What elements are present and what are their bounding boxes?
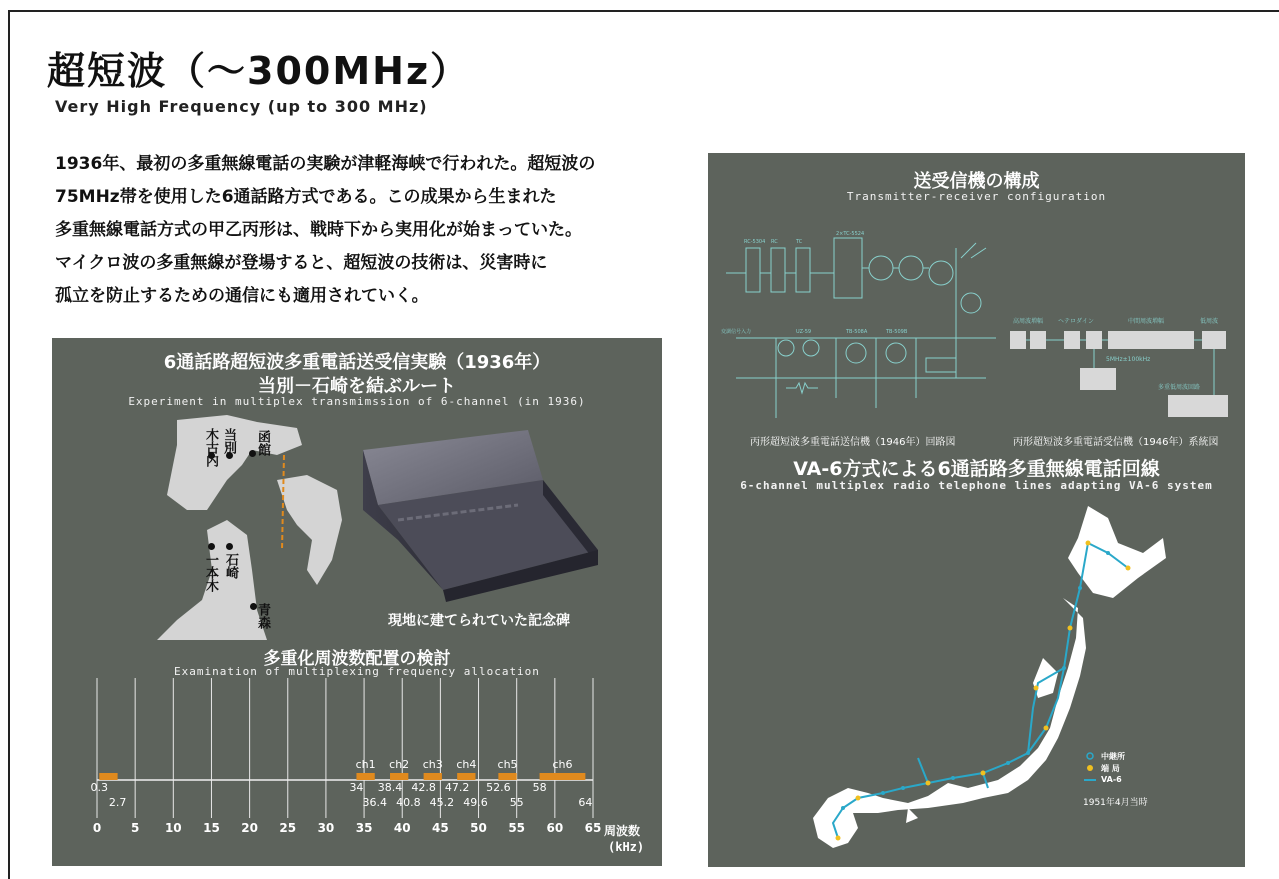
map-label-ishizaki: 石崎 [223,553,238,579]
channel-bar [498,773,516,780]
transceiver-title-en: Transmitter-receiver configuration [846,190,1107,203]
x-tick-label: 35 [355,821,373,835]
svg-text:高周波増幅: 高周波増幅 [1013,318,1044,325]
body-paragraph [55,148,695,313]
map-title-en: 6-channel multiplex radio telephone lines adapting VA-6 system [740,479,1213,492]
map-label-ipponki: 一本木 [203,553,218,592]
transceiver-title: 送受信機の構成 [913,171,1040,192]
svg-text:中間周波増幅: 中間周波増幅 [1128,318,1165,325]
channel-label: ch5 [497,758,518,771]
channel-bar [540,773,586,780]
channel-bar [99,773,117,780]
axis-unit-khz: (kHz) [608,840,645,854]
channel-label: ch1 [355,758,376,771]
map-label-aomori: 青森 [255,603,270,629]
map-label-tobetsu: 当別 [221,428,236,454]
experiment-route-title: 当別－石崎を結ぶルート [258,376,456,397]
body-line: マイクロ波の多重無線が登場すると、超短波の技術は、災害時に [55,253,548,273]
channel-end-label: 64 [578,796,593,809]
body-line: 孤立を防止するための通信にも適用されていく。 [55,286,429,306]
x-tick-label: 20 [241,821,258,835]
x-tick-label: 45 [432,821,449,835]
receiver-block-diagram [1008,283,1238,423]
svg-text:2×TC-5524: 2×TC-5524 [836,231,865,237]
experiment-title: 6通話路超短波多重電話送受信実験（1936年） [163,352,551,373]
frequency-chart [52,338,662,866]
svg-text:5MHz±100kHz: 5MHz±100kHz [1106,356,1151,363]
channel-end-label: 49.6 [463,796,488,809]
freq-title-en: Examination of multiplexing frequency allocation [174,665,540,678]
map-label-kikonai: 木古内 [203,428,218,467]
x-tick-label: 30 [317,821,335,835]
channel-bar [356,773,374,780]
x-tick-label: 40 [393,821,411,835]
channel-start-label: 47.2 [444,781,470,794]
channel-label: ch6 [552,758,573,771]
legend-relay: 中継所 [1101,752,1125,761]
map-title: VA-6方式による6通話路多重無線電話回線 [793,458,1160,480]
body-line: 75MHz帯を使用した6通話路方式である。この成果から生まれた [55,187,557,207]
x-tick-label: 65 [584,821,602,835]
monument-caption: 現地に建てられていた記念碑 [388,613,570,629]
channel-end-label: 2.7 [108,796,127,809]
channel-start-label: 0.3 [90,781,109,794]
x-tick-label: 25 [279,821,297,835]
x-tick-label: 10 [164,821,182,835]
axis-unit-label: 周波数 [604,824,641,838]
map-legend [1084,753,1096,780]
transceiver-panel [708,153,1245,867]
channel-label: ch3 [422,758,443,771]
channel-end-label: 45.2 [429,796,455,809]
channel-start-label: 38.4 [377,781,403,794]
svg-text:TB-509B: TB-509B [886,329,908,335]
svg-text:多重低周波回路: 多重低周波回路 [1158,384,1201,391]
x-tick-label: 55 [508,821,526,835]
page-subtitle: Very High Frequency (up to 300 MHz) [55,97,428,116]
channel-start-label: 52.6 [486,781,511,794]
map-label-hakodate: 函館 [255,430,270,456]
body-line: 多重無線電話方式の甲乙丙形は、戦時下から実用化が始まっていた。 [55,220,582,240]
channel-start-label: 58 [532,781,547,794]
svg-text:TC: TC [796,239,803,245]
experiment-panel [52,338,662,866]
channel-bar [390,773,408,780]
page-title: 超短波（～300MHz） [47,49,471,93]
svg-text:TB-508A: TB-508A [846,329,868,335]
freq-title: 多重化周波数配置の検討 [263,649,451,669]
x-tick-label: 5 [130,821,140,835]
transmitter-circuit-diagram [716,228,1006,428]
channel-end-label: 40.8 [396,796,421,809]
body-line: 1936年、最初の多重無線電話の実験が津軽海峡で行われた。超短波の [55,154,596,174]
x-tick-label: 15 [203,821,220,835]
x-tick-label: 50 [470,821,487,835]
channel-start-label: 34 [349,781,364,794]
channel-start-label: 42.8 [411,781,436,794]
channel-bar [457,773,475,780]
channel-end-label: 55 [509,796,524,809]
legend-line: VA-6 [1101,775,1122,784]
experiment-title-en: Experiment in multiplex transmimssion of 6-channel (in 1936) [128,395,586,408]
channel-end-label: 36.4 [362,796,388,809]
caption-system: 丙形超短波多重電話受信機（1946年）系統図 [1013,437,1219,448]
map-date-note: 1951年4月当時 [1083,798,1148,808]
svg-text:低周波: 低周波 [1200,318,1219,325]
channel-label: ch2 [389,758,410,771]
channel-bar [424,773,442,780]
caption-circuit: 丙形超短波多重電話送信機（1946年）回路図 [750,437,956,448]
svg-text:ヘテロダイン: ヘテロダイン [1058,318,1094,325]
channel-label: ch4 [456,758,477,771]
svg-text:UZ-59: UZ-59 [796,329,812,335]
svg-text:RC-5304: RC-5304 [744,239,766,245]
svg-text:変調信号入力: 変調信号入力 [721,329,752,335]
legend-terminal: 端 局 [1101,764,1120,773]
x-tick-label: 60 [546,821,564,835]
svg-text:RC: RC [771,239,778,245]
x-tick-label: 0 [92,821,102,835]
